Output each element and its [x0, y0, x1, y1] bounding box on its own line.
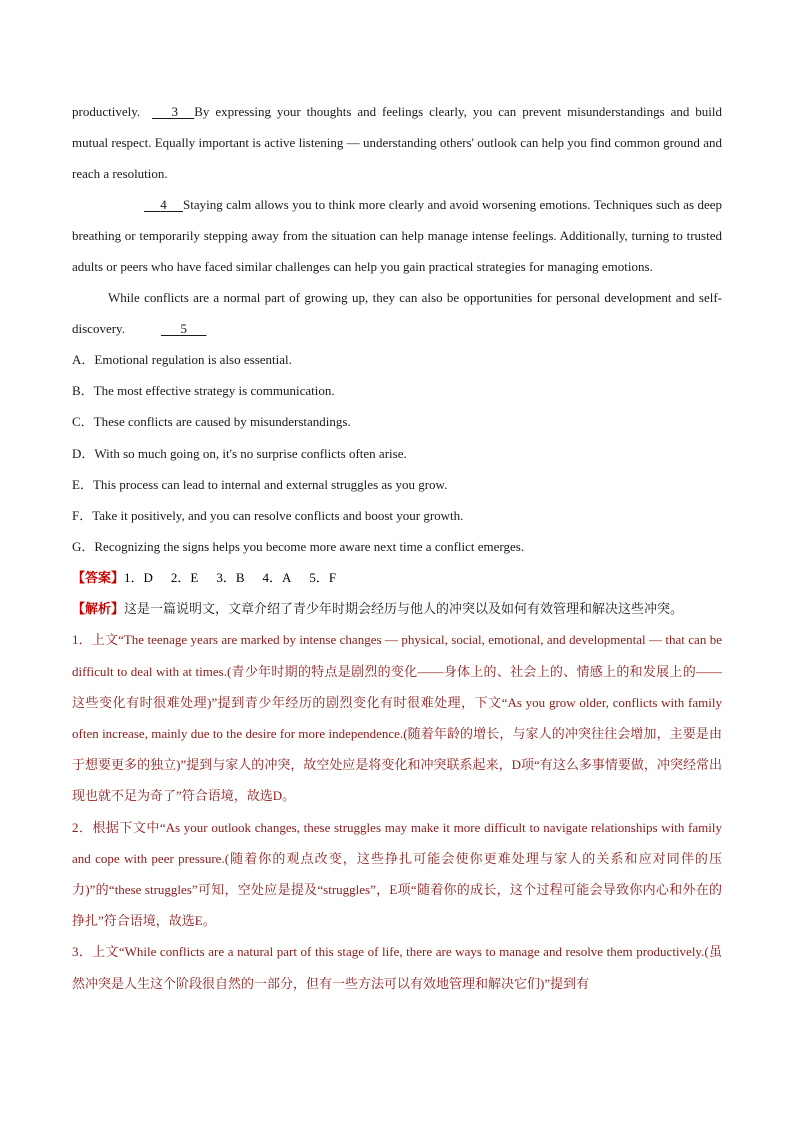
analysis-item-1: 1．上文“The teenage years are marked by intense changes — physical, social, emotional, and developmental — that can be difficult to deal with at times.(青少年时期的特点是剧烈的变化——身体上的、社会上的、情感上的和发展上的——这些变化有时很难处理)”提到青少年经历的剧烈变化有时很难处理，下文“As you grow older, conflicts with family often increase, mainly due to the desire for more independence.(随着年龄的增长，与家人的冲突往往会增加，主要是由于想要更多的独立)”提到与家人的冲突，故空处应是将变化和冲突联系起来，D项“有这么多事情要做，冲突经常出现也就不足为奇了”符合语境，故选D。 [72, 632, 722, 804]
answer-item-4: 4．A [262, 570, 292, 586]
option-g: G．Recognizing the signs helps you become more aware next time a conflict emerges. [72, 539, 525, 555]
passage-lead: productively. [72, 104, 141, 119]
option-e: E．This process can lead to internal and external struggles as you grow. [72, 476, 448, 492]
blank-3: 3 [171, 104, 178, 119]
passage-paragraph-2 [72, 189, 722, 282]
option-a: A．Emotional regulation is also essential. [72, 352, 292, 367]
passage-paragraph-3 [72, 282, 722, 344]
option-b: B．The most effective strategy is communication. [72, 383, 335, 399]
analysis-summary: 这是一篇说明文，文章介绍了青少年时期会经历与他人的冲突以及如何有效管理和解决这些冲突。 [124, 601, 684, 617]
analysis-item-3: 3．上文“While conflicts are a natural part of this stage of life, there are ways to manage and resolve them productively.(虽然冲突是人生这个阶段很自然的一部分，但有一些方法可以有效地管理和解决它们)”提到有 [72, 944, 722, 991]
passage-text-1: By expressing your thoughts and feelings clearly, you can prevent misunderstandings and build mutual respect. Equally important is active listening — understanding others' outlook can help you find common ground and reach a resolution. [72, 104, 723, 181]
blank-5: 5 [180, 321, 187, 336]
option-d: D．With so much going on, it's no surprise conflicts often arise. [72, 445, 407, 461]
analysis-item-2: 2．根据下文中“As your outlook changes, these struggles may make it more difficult to navigate relationships with family and cope with peer pressure.(随着你的观点改变，这些挣扎可能会使你更难处理与家人的关系和应对同伴的压力)”的“these struggles”可知，空处应是提及“struggles”，E项“随着你的成长，这个过程可能会导致你内心和外在的挣扎”符合语境，故选E。 [72, 819, 722, 929]
option-f: F．Take it positively, and you can resolve conflicts and boost your growth. [72, 508, 464, 524]
document-page [72, 96, 722, 999]
answer-item-2: 2．E [170, 570, 199, 586]
answer-item-1: 1．D [124, 570, 153, 586]
option-c: C．These conflicts are caused by misunderstandings. [72, 414, 351, 430]
answer-item-5: 5．F [309, 570, 337, 586]
blank-4: 4 [160, 197, 167, 212]
analysis-line [72, 593, 722, 624]
passage-text-2: Staying calm allows you to think more clearly and avoid worsening emotions. Techniques such as deep breathing or temporarily stepping away from the situation can help manage intense feelings. Additionally, turning to trusted adults or peers who have faced similar challenges can help you gain practical strategies for managing emotions. [72, 197, 722, 274]
answer-line [72, 562, 722, 593]
analysis-tag: 【解析】 [72, 601, 125, 617]
passage-paragraph-1 [72, 96, 722, 189]
answer-tag: 【答案】 [72, 570, 125, 586]
answer-item-3: 3．B [216, 570, 245, 586]
passage-text-3: While conflicts are a normal part of growing up, they can also be opportunities for personal development and self-discovery. [72, 290, 722, 336]
options-list [72, 344, 722, 562]
